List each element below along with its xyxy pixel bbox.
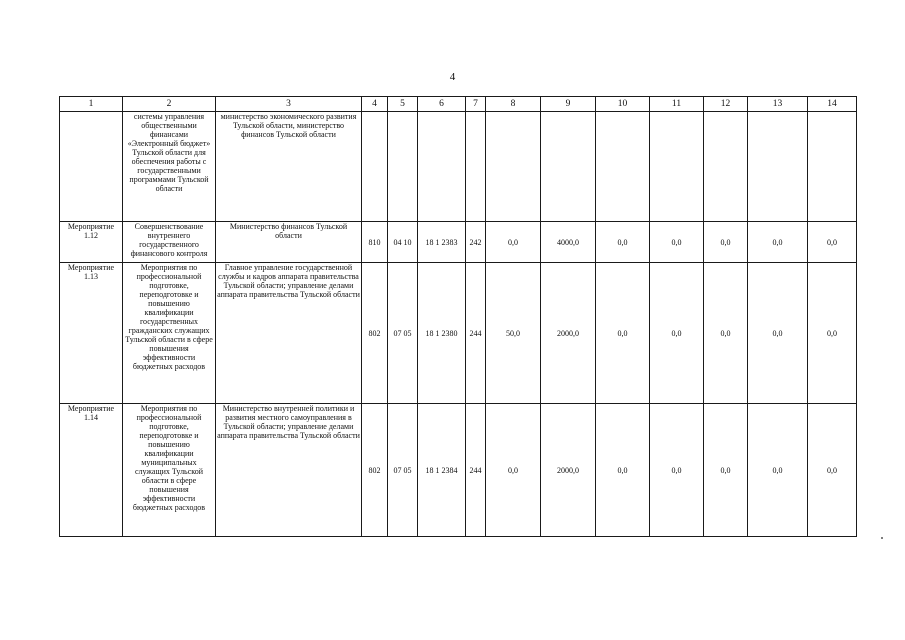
header-cell: 11: [650, 97, 704, 112]
table-cell: 0,0: [596, 222, 650, 263]
header-cell: 7: [466, 97, 486, 112]
page-number: 4: [449, 71, 456, 83]
executor-cell: министерство экономического развития Тульской области, министерство финансов Тульской области: [216, 112, 362, 222]
table-cell: 0,0: [704, 222, 748, 263]
table-cell: 18 1 2383: [418, 222, 466, 263]
table-cell: [541, 112, 596, 222]
header-cell: 5: [388, 97, 418, 112]
table-cell: 0,0: [486, 222, 541, 263]
header-cell: 2: [123, 97, 216, 112]
table-cell: 04 10: [388, 222, 418, 263]
table-cell: 0,0: [596, 404, 650, 537]
measure-code-cell: [60, 112, 123, 222]
table-cell: 0,0: [748, 404, 808, 537]
header-cell: 9: [541, 97, 596, 112]
scan-speck: [881, 537, 883, 539]
table-cell: [808, 112, 857, 222]
table-cell: 0,0: [748, 222, 808, 263]
table-cell: [596, 112, 650, 222]
header-cell: 8: [486, 97, 541, 112]
table-cell: [748, 112, 808, 222]
header-cell: 4: [362, 97, 388, 112]
measure-name-cell: Мероприятия по профессиональной подготовке, переподготовке и повышению квалификации государственных гражданских служащих Тульской области в сфере повышения эффективности бюджетных расходов: [123, 263, 216, 404]
table-cell: 07 05: [388, 404, 418, 537]
table-cell: 4000,0: [541, 222, 596, 263]
table-cell: 242: [466, 222, 486, 263]
table-cell: 2000,0: [541, 263, 596, 404]
header-cell: 6: [418, 97, 466, 112]
header-cell: 12: [704, 97, 748, 112]
table-cell: 0,0: [650, 404, 704, 537]
table-cell: 810: [362, 222, 388, 263]
table-cell: [466, 112, 486, 222]
header-row: [60, 97, 857, 112]
executor-cell: Главное управление государственной службы и кадров аппарата правительства Тульской области; управление делами аппарата правительства Тульской области: [216, 263, 362, 404]
table-cell: 0,0: [704, 404, 748, 537]
header-cell: 3: [216, 97, 362, 112]
table-cell: 802: [362, 263, 388, 404]
table-cell: [418, 112, 466, 222]
table-cell: [486, 112, 541, 222]
table-cell: 0,0: [704, 263, 748, 404]
table-row: [60, 263, 857, 404]
table-cell: 07 05: [388, 263, 418, 404]
table-cell: 0,0: [596, 263, 650, 404]
table-cell: 0,0: [748, 263, 808, 404]
table-cell: 18 1 2380: [418, 263, 466, 404]
executor-cell: Министерство внутренней политики и развития местного самоуправления в Тульской области; управление делами аппарата правительства Тульской области: [216, 404, 362, 537]
table-cell: [388, 112, 418, 222]
measure-name-cell: Мероприятия по профессиональной подготовке, переподготовке и повышению квалификации муниципальных служащих Тульской области в сфере повышения эффективности бюджетных расходов: [123, 404, 216, 537]
table-cell: 0,0: [650, 222, 704, 263]
budget-table: [59, 96, 857, 537]
executor-cell: Министерство финансов Тульской области: [216, 222, 362, 263]
table-cell: [650, 112, 704, 222]
table-cell: [704, 112, 748, 222]
table-cell: 50,0: [486, 263, 541, 404]
table-cell: 0,0: [808, 263, 857, 404]
table-cell: 0,0: [486, 404, 541, 537]
table-cell: 2000,0: [541, 404, 596, 537]
table-cell: 0,0: [808, 404, 857, 537]
table-cell: 18 1 2384: [418, 404, 466, 537]
table-cell: 0,0: [808, 222, 857, 263]
measure-name-cell: системы управления общественными финансами «Электронный бюджет» Тульской области для обеспечения работы с государственными программами Тульской области: [123, 112, 216, 222]
table-row: [60, 222, 857, 263]
header-cell: 10: [596, 97, 650, 112]
measure-name-cell: Совершенствование внутреннего государственного финансового контроля: [123, 222, 216, 263]
table-cell: 244: [466, 404, 486, 537]
measure-code-cell: Мероприятие 1.14: [60, 404, 123, 537]
table-cell: 0,0: [650, 263, 704, 404]
header-cell: 13: [748, 97, 808, 112]
table-cell: 244: [466, 263, 486, 404]
table-row: [60, 112, 857, 222]
header-cell: 1: [60, 97, 123, 112]
measure-code-cell: Мероприятие 1.12: [60, 222, 123, 263]
table-cell: 802: [362, 404, 388, 537]
measure-code-cell: Мероприятие 1.13: [60, 263, 123, 404]
header-cell: 14: [808, 97, 857, 112]
table-cell: [362, 112, 388, 222]
table-row: [60, 404, 857, 537]
